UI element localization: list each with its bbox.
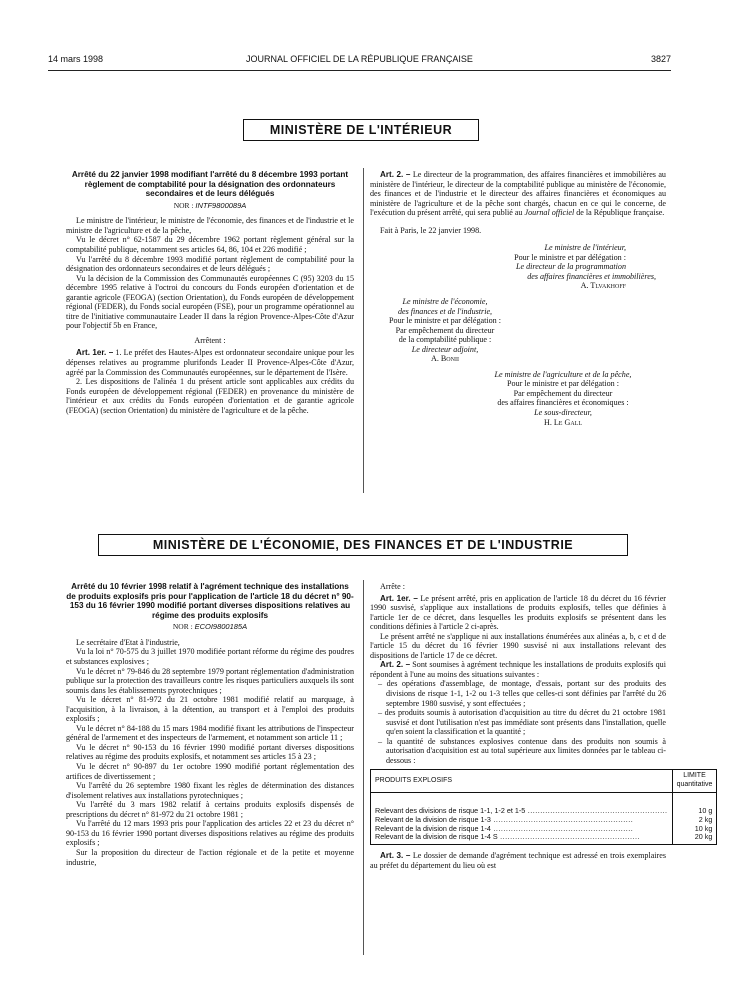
article-2: Art. 2. – Le directeur de la programmation, des affaires financières et immobilières au ministère de l'intérieur, le directeur de la comptabilité publique au ministère de l'économie, des finances et de l'industrie et le directeur des affaires financières et économiques au ministère de l'agriculture et de la pêche sont chargés, chacun en ce qui le concerne, de l'exécution du présent arrêté, qui sera publié au Journal officiel de la République française.	[370, 170, 666, 218]
header-rule	[48, 70, 671, 71]
section1-right-column	[370, 170, 666, 427]
article-2: Art. 2. – Sont soumises à agrément technique les installations de produits explosifs qui répondent à l'une au moins des situations suivantes :	[370, 660, 666, 679]
preamble-paragraph: Le secrétaire d'Etat à l'industrie,	[76, 637, 180, 647]
signature-economie: Le ministre de l'économie, des finances et de l'industrie, Pour le ministre et par délégation : Par empêchement du directeur de la comptabilité publique : Le directeur adjoint, A. Bonii	[389, 297, 501, 364]
header-page-number: 3827	[650, 54, 671, 64]
ministry-title: MINISTÈRE DE L'ÉCONOMIE, DES FINANCES ET DE L'INDUSTRIE	[152, 538, 574, 552]
arretent-label: Arrêtent :	[194, 335, 226, 345]
preamble-paragraph: Vu l'arrêté du 26 septembre 1980 fixant les règles de détermination des distances d'isolement relatives aux installations pyrotechniques ;	[66, 781, 354, 800]
signature-agriculture: Le ministre de l'agriculture et de la pêche, Pour le ministre et par délégation : Par empêchement du directeur des affaires financières et économiques : Le sous-directeur, H. Le Gall	[494, 369, 632, 427]
article-1: Art. 1er. – 1. Le préfet des Hautes-Alpes est ordonnateur secondaire unique pour les dépenses relatives au programme plurifonds Leader II Provence-Alpes-Côte d'Azur, agréé par la Commission des Communautés européennes, sur le département de l'Isère.	[66, 348, 354, 377]
column-divider	[363, 580, 364, 955]
arrete-title: Arrêté du 10 février 1998 relatif à l'agrément technique des installations de produits explosifs pris pour l'application de l'article 18 du décret n° 90-153 du 16 février 1990 modifié portant diverses dispositions relatives au régime des produits explosifs	[66, 582, 354, 620]
preamble-paragraph: Vu la loi n° 70-575 du 3 juillet 1970 modifiée portant réforme du régime des poudres et substances explosives ;	[66, 647, 354, 667]
nor-reference: NOR : ECOI9800185A	[172, 622, 248, 632]
nor-value: INTF9800089A	[195, 200, 247, 210]
preamble-paragraph: Vu le décret n° 62-1587 du 29 décembre 1962 portant règlement général sur la comptabilité publique, notamment ses articles 64, 86, 104 et 226 modifié ;	[66, 235, 354, 254]
table-row	[371, 792, 717, 844]
article-1-paragraph-2: Le présent arrêté ne s'applique ni aux installations énumérées aux alinéas a, b, c et d de l'article 15 du décret du 16 février 1990 susvisé ni aux installations relevant des dispositions de l'article 17 de ce décret.	[370, 631, 666, 660]
column-divider	[363, 168, 364, 493]
preamble-paragraph: Sur la proposition du directeur de l'action régionale et de la petite et moyenne industrie,	[66, 847, 354, 867]
section2-left-column	[66, 582, 354, 867]
preamble-paragraph: Vu l'arrêté du 12 mars 1993 pris pour l'application des articles 22 et 23 du décret n° 90-153 du 16 février 1990 portant diverses dispositions relatives au régime des produits explosifs ;	[66, 819, 354, 848]
section2-right-column	[370, 582, 713, 870]
article-1: Art. 1er. – Le présent arrêté, pris en application de l'article 18 du décret du 16 février 1990 susvisé, s'applique aux installations de produits explosifs, telles que définies à l'article 1er de ce décret, dans lesquelles les produits explosifs se présentent dans les conditions définies à l'article 2 ci-après.	[370, 593, 666, 632]
preamble-paragraph: Vu le décret n° 90-153 du 16 février 1990 modifié portant diverses dispositions relatives au régime des produits explosifs, et notamment ses articles 15 à 23 ;	[66, 742, 354, 762]
column-header: PRODUITS EXPLOSIFS	[371, 770, 673, 793]
nor-reference: NOR : INTF9800089A	[173, 200, 247, 210]
article-2-list	[370, 679, 666, 765]
explosives-limit-table	[370, 769, 717, 845]
preamble-paragraph: Vu l'arrêté du 8 décembre 1993 modifié portant règlement de comptabilité pour la désignation des ordonnateurs secondaires et de leurs délégués ;	[66, 254, 354, 274]
page-header	[48, 54, 671, 68]
arrete-label: Arrête :	[380, 582, 405, 591]
preamble-paragraph: Vu la décision de la Commission des Communautés européennes C (95) 3203 du 15 décembre 1995 relative à l'octroi du concours du Fonds européen d'orientation et de garantie agricole (FEOGA) (section Orientation), du Fonds européen de développement régional (FEDER), du Fonds social européen (FSE), pour un programme opérationnel au titre de l'initiative communautaire Leader II dans la région Provence-Alpes-Côte d'Azur pour l'objectif 5b en France,	[66, 273, 354, 331]
column-header: LIMITE quantitative	[672, 770, 717, 793]
list-item: – la quantité de substances explosives contenue dans des produits non soumis à autorisation d'acquisition est au total supérieure aux limites données par le tableau ci-dessous :	[370, 737, 666, 766]
preamble-paragraph: Vu le décret n° 81-972 du 21 octobre 1981 modifié relatif au marquage, à l'acquisition, à la livraison, à la détention, au transport et à l'emploi des produits explosifs ;	[66, 695, 354, 724]
ministry-heading-interieur	[243, 119, 479, 141]
preamble-paragraph: Vu le décret n° 79-846 du 28 septembre 1979 portant réglementation d'administration publique sur la protection des travailleurs contre les risques particuliers auxquels ils sont soumis dans les établissements pyrotechniques ;	[66, 666, 354, 695]
fait-a-paris: Fait à Paris, le 22 janvier 1998.	[380, 225, 482, 235]
ministry-title: MINISTÈRE DE L'INTÉRIEUR	[269, 123, 453, 137]
list-item: – des opérations d'assemblage, de montage, d'essais, portant sur des produits des divisions de risque 1-1, 1-2 ou 1-3 telles que celles-ci sont définies par l'arrêté du 26 septembre 1980 susvisé, y sont effectuées ;	[370, 679, 666, 708]
signature-interieur: Le ministre de l'intérieur, Pour le ministre et par délégation : Le directeur de la programmation des affaires financières et immobilières, A. Tlvakhoff	[514, 243, 656, 291]
preamble-paragraph: Le ministre de l'intérieur, le ministre de l'économie, des finances et de l'industrie et le ministre de l'agriculture et de la pêche,	[66, 216, 354, 235]
article-1-paragraph-2: 2. Les dispositions de l'alinéa 1 du présent article sont applicables aux crédits du Fonds européen de développement régional (FEDER) en provenance du ministère de l'intérieur et aux crédits du Fonds européen d'orientation et de garantie agricole (FEOGA) (section Orientation) du ministère de l'agriculture et de la pêche.	[66, 377, 354, 415]
ministry-heading-economie	[98, 534, 628, 556]
header-date: 14 mars 1998	[48, 54, 104, 64]
header-journal-title: JOURNAL OFFICIEL DE LA RÉPUBLIQUE FRANÇAISE	[246, 54, 473, 64]
preamble-paragraph: Vu le décret n° 84-188 du 15 mars 1984 modifié fixant les attributions de l'inspecteur général de l'armement et des inspecteurs de l'armement, et notamment son article 11 ;	[66, 723, 354, 743]
list-item: – des produits soumis à autorisation d'acquisition au titre du décret du 21 octobre 1981 susvisé et dont l'utilisation n'est pas immédiate sont présents dans l'installation, quelle qu'en soient la classification et la quantité ;	[370, 708, 666, 737]
table-cell-labels: Relevant des divisions de risque 1-1, 1-2 et 1-5 ..... Relevant de la division de risque 1-3 ..... Relevant de la division de risque 1-4 ..... Relevant de la division de risque 1-4 S .....	[371, 792, 673, 844]
preamble-paragraph: Vu le décret n° 90-897 du 1er octobre 1990 modifié portant réglementation des artifices de divertissement ;	[66, 762, 354, 781]
table-cell-values: 10 g 2 kg 10 kg 20 kg	[672, 792, 717, 844]
nor-value: ECOI9800185A	[194, 622, 248, 632]
arrete-title: Arrêté du 22 janvier 1998 modifiant l'arrêté du 8 décembre 1993 portant règlement de comptabilité pour la désignation des ordonnateurs secondaires et de leurs délégués	[71, 170, 349, 199]
section1-left-column	[66, 170, 354, 415]
preamble-paragraph: Vu l'arrêté du 3 mars 1982 relatif à certains produits explosifs dispensés de prescriptions du décret n° 81-972 du 21 octobre 1981 ;	[66, 800, 354, 819]
article-3: Art. 3. – Le dossier de demande d'agrément technique est adressé en trois exemplaires au préfet du département du lieu où est	[370, 851, 666, 870]
table-header-row	[371, 770, 717, 793]
